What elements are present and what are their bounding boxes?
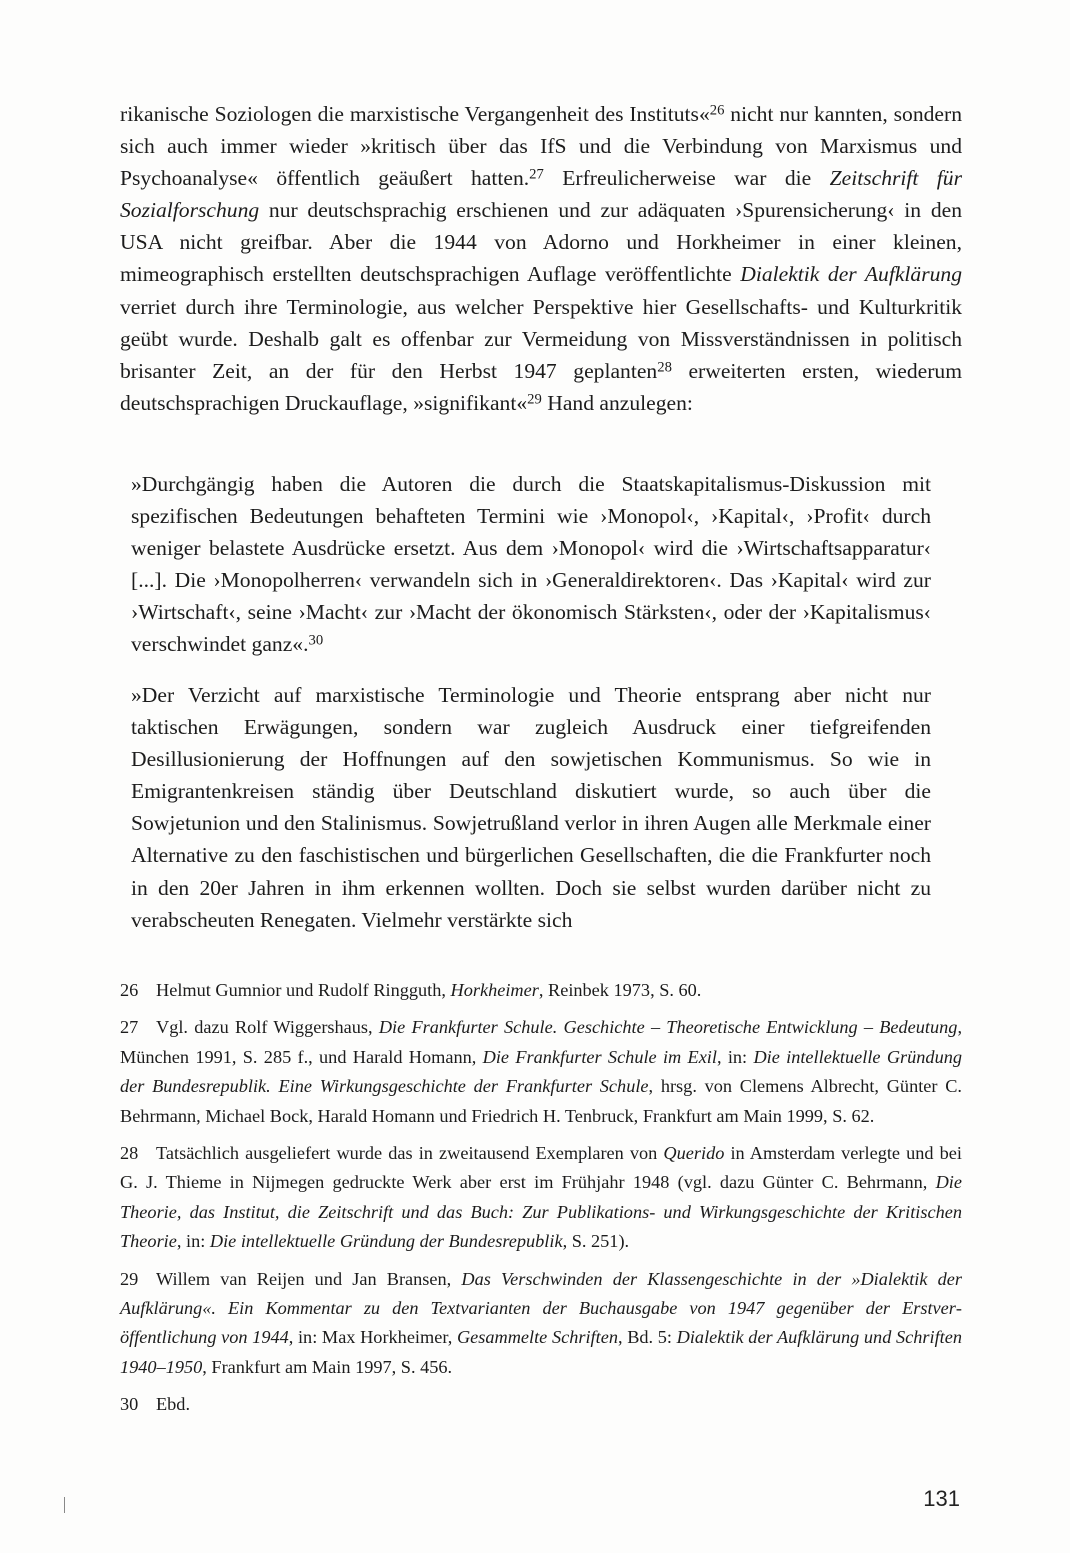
footnote-text: Tatsächlich ausgeliefert wurde das in zweitausend Exemplaren von	[156, 1143, 664, 1164]
journal-title: Zeitschrift für Sozialforschung	[120, 166, 962, 223]
footnote-text: , S. 251).	[562, 1231, 630, 1252]
footnote-text: , Bd. 5:	[617, 1327, 677, 1348]
footnotes	[120, 976, 962, 1428]
margin-mark	[64, 1497, 65, 1513]
footnote-number: 28	[120, 1143, 139, 1164]
footnote-number: 26	[120, 980, 139, 1000]
footnote-text: , hrsg. von Clemens Albrecht, Günter C. Behrmann, Michael Bock, Harald Homann und Friedrich H. Tenbruck, Frankfurt am Main 1999, S. 62.	[120, 1076, 962, 1126]
footnote-text: Vgl. dazu Rolf Wiggershaus,	[156, 1017, 379, 1038]
body-text-run: verriet durch ihre Terminologie, aus welcher Perspektive hier Gesellschafts- und Kulturkritik geübt wurde. Deshalb galt es offenbar zur Vermeidung von Missverständnissen in politisch brisanter Zeit, an der für den Herbst 1947 geplanten	[120, 294, 962, 383]
footnote-number: 27	[120, 1017, 139, 1038]
footnote-text: , Reinbek 1973, S. 60.	[538, 980, 702, 1000]
body-text-run: erweiterten ersten, wiederum deutschsprachigen Druckauflage, »signifikant«	[120, 358, 963, 415]
page-number: 131	[923, 1486, 960, 1511]
body-text-run: Erfreulicherweise war die	[543, 166, 830, 191]
body-text-run: nur deutschsprachig erschienen und zur adäquaten ›Spurensicherung‹ in den USA nicht greifbar. Aber die 1944 von Adorno und Horkheimer in einer kleinen, mimeographisch erstellten deutschsprachigen Auflage veröffentlichte	[120, 198, 962, 287]
footnote-ref-29[interactable]: 29	[527, 391, 542, 408]
footnote-text: , in: Max Horkheimer,	[288, 1327, 457, 1348]
footnote-ref-27[interactable]: 27	[529, 166, 544, 183]
footnote-ref-28[interactable]: 28	[657, 359, 672, 376]
body-text-run: rikanische Soziologen die marxistische Vergangenheit des Instituts«	[120, 102, 710, 126]
footnote-number: 29	[120, 1268, 139, 1289]
quote-text: »Durchgängig haben die Autoren die durch die Staatskapitalismus-Diskussion mit spezifischen Bedeutungen behafteten Termini wie ›Monopol‹, ›Kapital‹, ›Profit‹ durch weniger belastete Ausdrücke ersetzt. Aus dem ›Monopol‹ wird die ›Wirtschaftsapparatur‹ [...]. Die ›Monopolherren‹ verwandeln sich in ›Generaldirektoren‹. Das ›Kapital‹ wird zur ›Wirtschaft‹, seine ›Macht‹ zur ›Macht der ökonomisch Stärksten‹, oder der ›Kapitalismus‹ verschwindet ganz«.	[131, 472, 931, 657]
footnote-ref-26[interactable]: 26	[709, 102, 725, 119]
footnote-26	[120, 976, 962, 1005]
footnote-title: Die intellektuelle Gründung der Bundesrepublik	[209, 1231, 563, 1252]
footnote-27	[120, 1013, 962, 1131]
body-text-run: Hand anzulegen:	[541, 390, 693, 415]
footnote-text: Helmut Gumnior und Rudolf Ringguth,	[156, 980, 451, 1000]
body-paragraph	[120, 98, 962, 419]
footnote-title: Dialektik der Aufklärung und Schriften 1940–1950	[120, 1327, 962, 1377]
footnote-title: Querido	[663, 1143, 725, 1164]
book-title: Dialektik der Aufklärung	[740, 262, 962, 287]
footnote-28	[120, 1139, 962, 1257]
footnote-text: Ebd.	[156, 1394, 191, 1415]
block-quote-2	[131, 679, 931, 936]
body-text-run: nicht nur kannten, sondern sich auch immer wieder »kritisch über das IfS und die Verbindung von Marxismus und Psychoanalyse« öffentlich geäußert hatten.	[120, 102, 962, 191]
footnote-title: Gesammelte Schriften	[456, 1327, 618, 1348]
footnote-text: , Frankfurt am Main 1997, S. 456.	[202, 1356, 453, 1377]
footnote-title: Das Verschwinden der Klassengeschichte in der »Dialektik der Aufklärung«. Ein Kommentar zu den Textvarianten der Buchausgabe von 1947 gegenüber der Erstveröffentlichung von 1944	[120, 1268, 962, 1348]
footnote-number: 30	[120, 1394, 139, 1415]
block-quote-1	[131, 468, 931, 661]
quote-text: »Der Verzicht auf marxistische Terminologie und Theorie entsprang aber nicht nur taktischen Erwägungen, sondern war zugleich Ausdruck einer tiefgreifenden Desillusionierung der Hoffnungen auf den sowjetischen Kommunismus. So wie in Emigrantenkreisen ständig über Deutschland diskutiert wurde, so auch über die Sowjetunion und den Stalinismus. Sowjetrußland verlor in ihren Augen alle Merkmale einer Alternative zu den faschistischen und bürgerlichen Gesellschaften, die die Frankfurter noch in den 20er Jahren in ihm erkennen wollten. Doch sie selbst wurden darüber nicht zu verabscheuten Renegaten. Vielmehr verstärkte sich	[131, 683, 931, 932]
footnote-text: , in:	[176, 1231, 210, 1252]
footnote-title: Die Frankfurter Schule. Geschichte – Theoretische Entwicklung – Bedeutung	[378, 1017, 958, 1038]
footnote-29	[120, 1265, 962, 1383]
footnote-text: Willem van Reijen und Jan Bransen,	[156, 1268, 462, 1289]
footnote-title: Die Frankfurter Schule im Exil	[482, 1046, 717, 1067]
footnote-text: in Amsterdam verlegte und bei G. J. Thieme in Nijmegen gedruckte Werk aber erst im Frühjahr 1948 (vgl. dazu Günter C. Behrmann,	[120, 1143, 962, 1193]
footnote-text: , in:	[716, 1046, 754, 1067]
footnote-ref-30[interactable]: 30	[308, 632, 324, 649]
footnote-title: Die Theorie, das Institut, die Zeitschrift und das Buch: Zur Publikations- und Wirkungsgeschichte der Kritischen Theorie	[120, 1172, 962, 1252]
footnote-title: Horkheimer	[450, 980, 539, 1000]
footnote-title: Die intellektuelle Gründung der Bundesrepublik. Eine Wirkungsgeschichte der Frankfurter Schule	[120, 1046, 962, 1097]
footnote-30	[120, 1390, 962, 1419]
footnote-text: , München 1991, S. 285 f., und Harald Homann,	[120, 1017, 963, 1067]
